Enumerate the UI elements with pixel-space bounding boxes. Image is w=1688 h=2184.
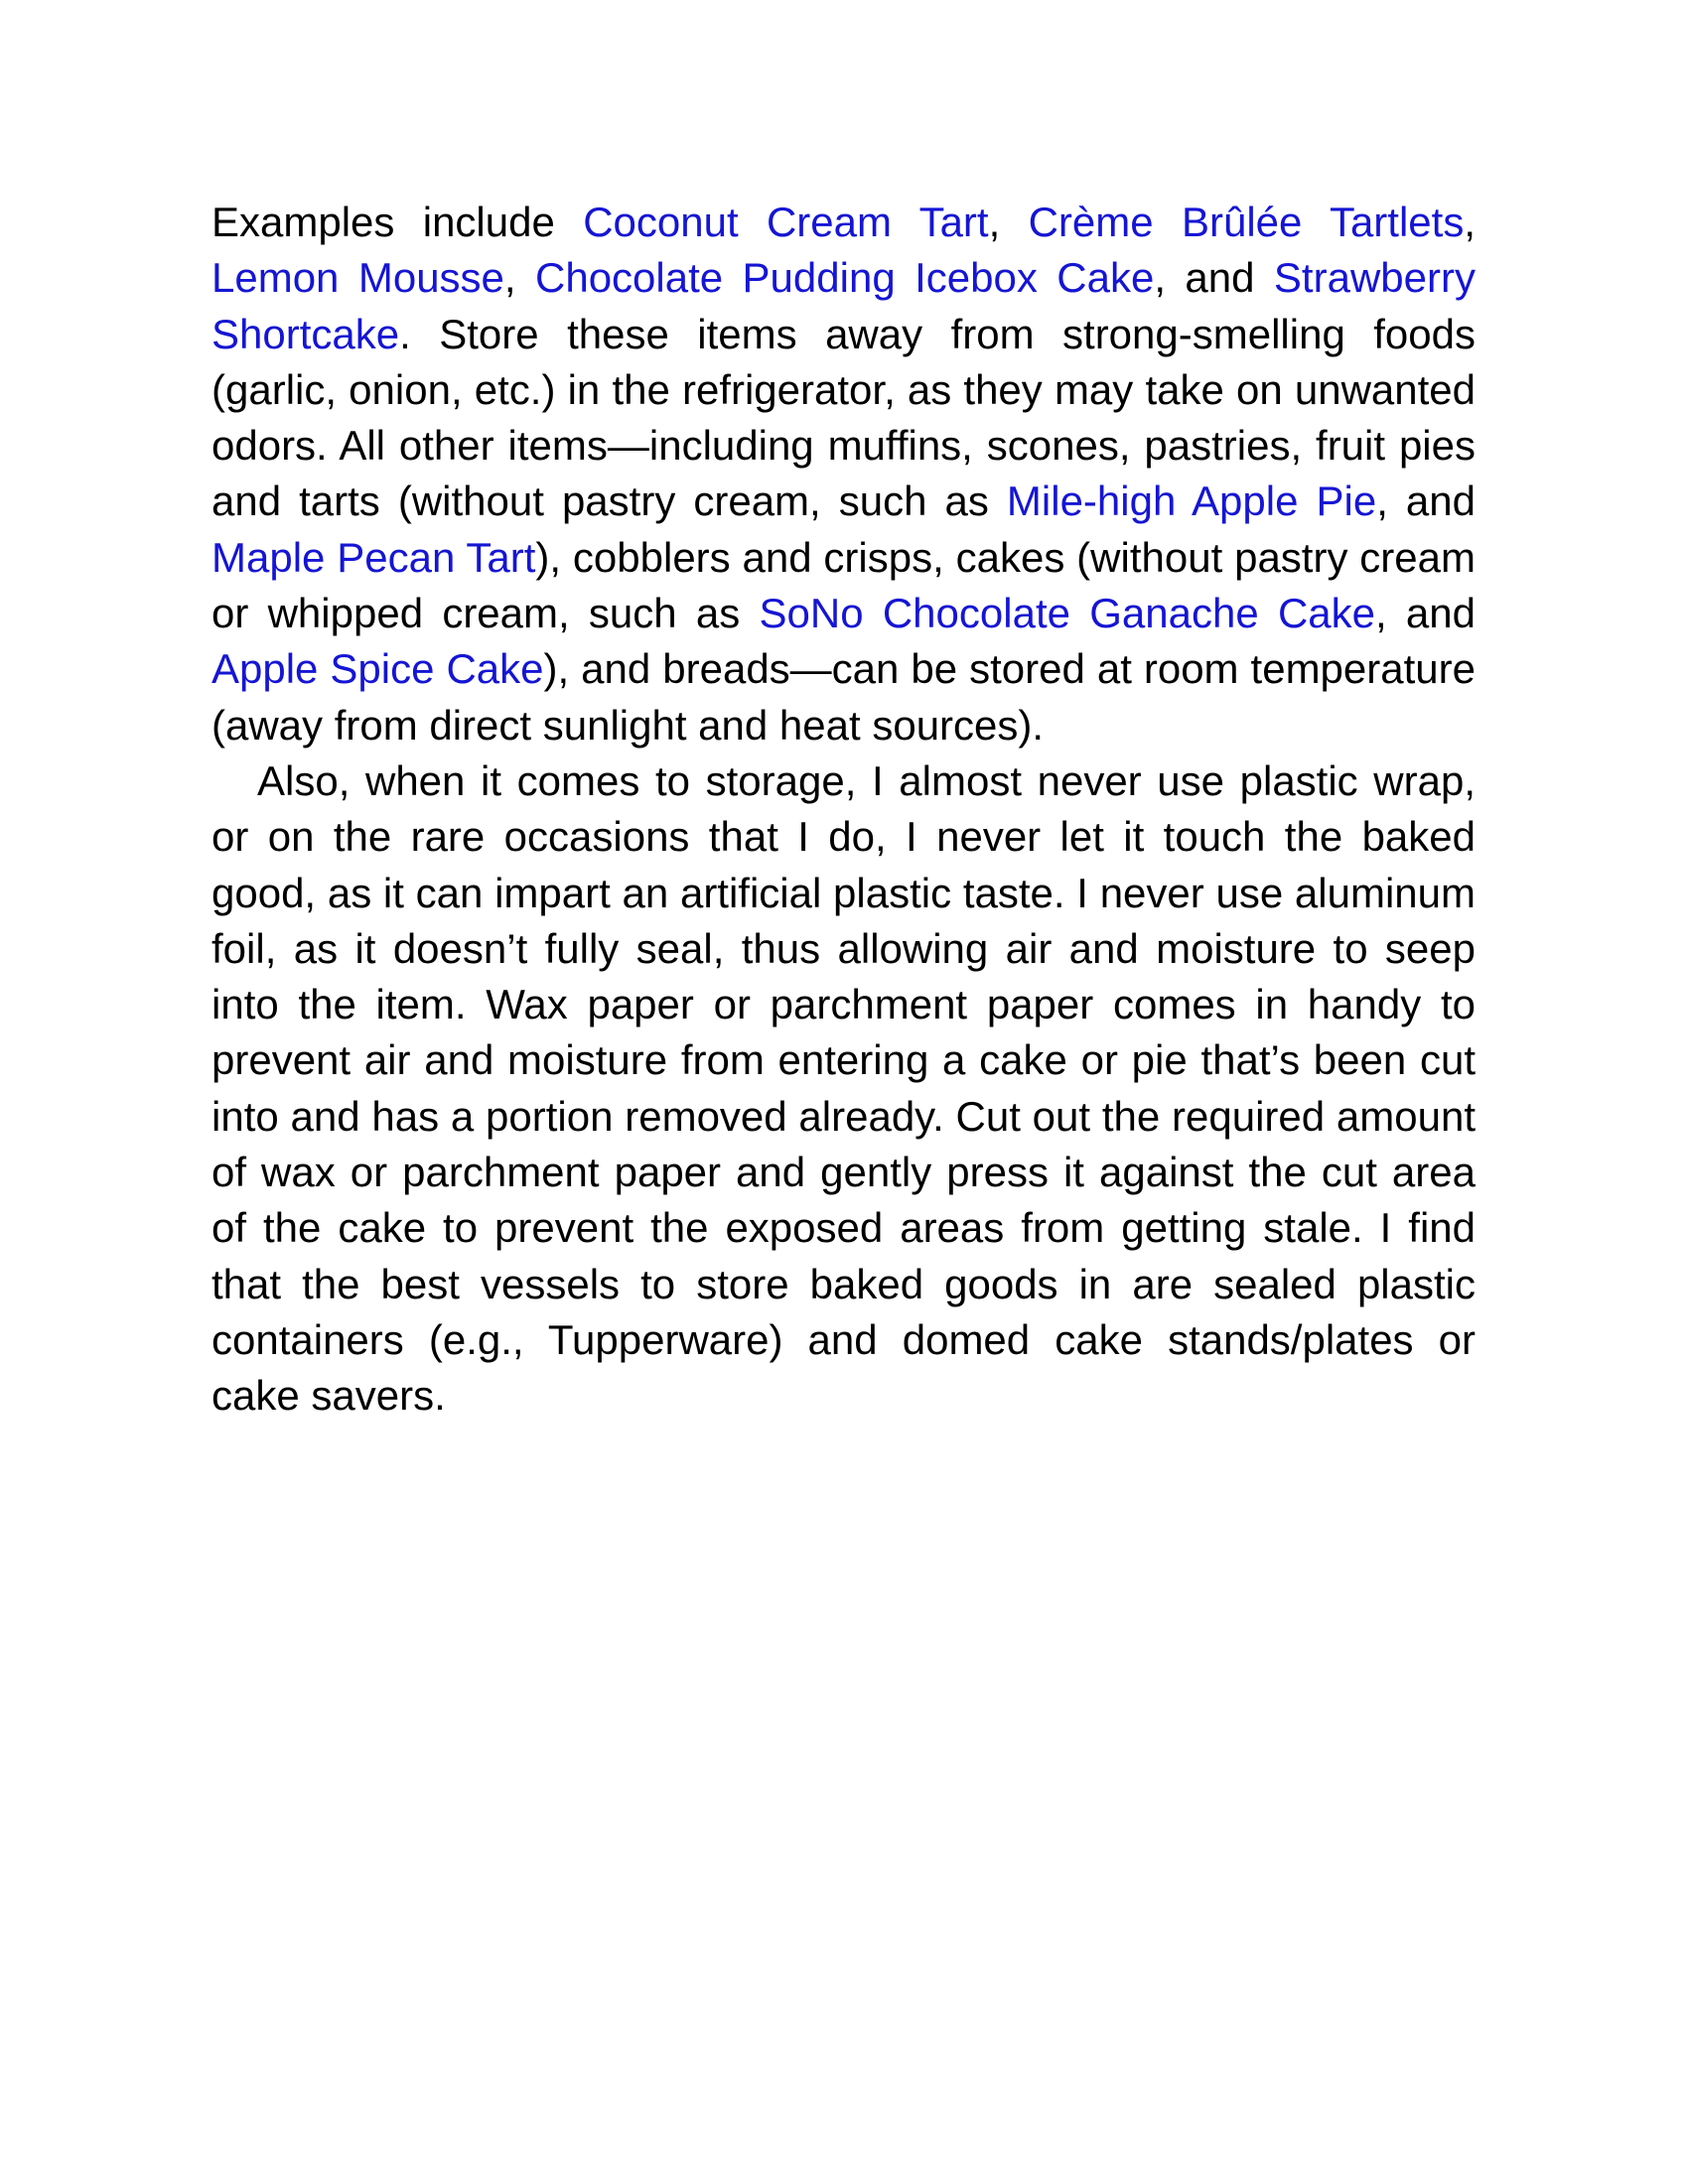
text-run: , [1464,199,1476,245]
text-run: ), and breads—can be stored at room temperature (away from direct sunlight and heat sources). [211,645,1476,749]
link-lemon-mousse[interactable]: Lemon Mousse [211,254,504,302]
link-coconut-cream-tart[interactable]: Coconut Cream Tart [583,199,989,245]
paragraph-storage-examples [211,195,1476,753]
link-creme-brulee-tartlets[interactable]: Crème Brûlée Tartlets [1028,199,1465,245]
text-run: , and [1154,254,1274,302]
text-run: , and [1375,590,1477,637]
link-mile-high-apple-pie[interactable]: Mile-high Apple Pie [1006,478,1377,525]
link-chocolate-pudding-icebox-cake[interactable]: Chocolate Pudding Icebox Cake [535,254,1155,302]
paragraph-storage-tips: Also, when it comes to storage, I almost never use plastic wrap, or on the rare occasions that I do, I never let it touch the baked good, as it can impart an artificial plastic taste. I never use aluminum foil, as it doesn’t fully seal, thus allowing air and moisture to seep into the item. Wax paper or parchment paper comes in handy to prevent air and moisture from entering a cake or pie that’s been cut into and has a portion removed already. Cut out the required amount of wax or parchment paper and gently press it against the cut area of the cake to prevent the exposed areas from getting stale. I find that the best vessels to store baked goods in are sealed plastic containers (e.g., Tupperware) and domed cake stands/plates or cake savers. [211,756,1476,1420]
text-run: . Store these items away from strong-smelling foods (garlic, onion, etc.) in the refrigerator, as they may take on unwanted odors. All other items—including muffins, scones, pastries, fruit pies and tarts (without pastry cream, such as [211,310,1476,525]
text-run: Examples include [211,199,584,245]
text-run: , [988,199,1029,245]
text-run: , and [1376,478,1477,525]
link-apple-spice-cake[interactable]: Apple Spice Cake [211,645,544,693]
text-run: ), cobblers and crisps, cakes (without pastry cream or whipped cream, such as [211,533,1476,637]
document-body [211,195,1476,1425]
link-maple-pecan-tart[interactable]: Maple Pecan Tart [211,533,536,581]
link-sono-chocolate-ganache-cake[interactable]: SoNo Chocolate Ganache Cake [759,590,1375,637]
text-run: , [503,254,535,302]
link-strawberry-shortcake[interactable]: Strawberry Shortcake [211,254,1476,357]
